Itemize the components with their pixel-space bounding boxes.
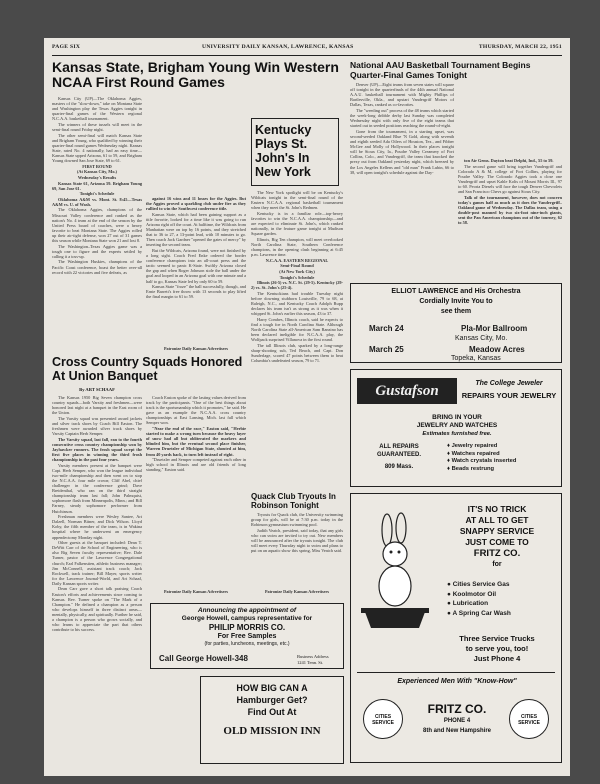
gustafson-est: Estimates furnished free. bbox=[422, 431, 492, 437]
howell-address bbox=[297, 654, 329, 665]
issue-date: THURSDAY, MARCH 22, 1951 bbox=[478, 44, 562, 50]
story2-p6: The tall Illinois club, sparked by a long-range sharp-shooting sub, Ted Beach, and Capt. Don Sunderlage, scored 47 points between them to beat Columbia's undefeated season, 79 to 71. bbox=[251, 342, 343, 363]
fritz-pitch bbox=[435, 504, 559, 570]
fritz-service-2: ● Koolmotor Oil bbox=[447, 590, 497, 598]
story1-col2 bbox=[146, 196, 246, 341]
story2-headline: Kentucky Plays St. John's In New York bbox=[255, 123, 312, 179]
fritz-line6: for bbox=[492, 561, 502, 568]
mission-line4: OLD MISSION INN bbox=[223, 725, 321, 737]
story2-headline-box bbox=[251, 118, 339, 186]
fritz-serve-line: to serve you, too! bbox=[465, 644, 529, 653]
story2-body bbox=[251, 190, 343, 485]
tonight-title: Tonight's Schedule bbox=[79, 191, 115, 197]
mission-line2: Hamburger Get? bbox=[236, 695, 308, 705]
fritz-trucks bbox=[435, 634, 559, 664]
gustafson-tag2: REPAIRS YOUR JEWELRY bbox=[461, 391, 557, 400]
story3-p6: Other guests at the banquet included: Dean T. DeWitt Carr of the School of Engineering, who is also Big Seven faculty representative; Rev. Dale Turner, pastor of the Lawrence Congregational church; Earl Falkenstien, athletic business manager; Jim McConnell, assistant track coach; Jack Rockwell, track trainer; Bill Mayer, sports writer for the Lawrence Journal-World, and Art Schaaf, Daily Kansan sports writer. bbox=[52, 540, 142, 586]
gustafson-bring: BRING IN YOUR bbox=[432, 414, 482, 421]
story1-p1: Kansas City (UP)—The Oklahoma Aggies, masters of the "slow-down," take on Montana State and Washington play the Texas Aggies tonight in quarter-final games of the Western regional N.C.A.A. basketball tournament. bbox=[52, 96, 142, 122]
sched-title: Tonight's Schedule bbox=[279, 274, 315, 280]
fritz-line3: SNAPPY SERVICE bbox=[459, 526, 535, 536]
gustafson-service-3: ♦ Watch crystals inserted bbox=[447, 458, 517, 464]
fritz-service-3: ● Lubrication bbox=[447, 600, 489, 607]
gustafson-service-2: ♦ Watches repaired bbox=[447, 450, 500, 457]
fritz-line2: AT ALL TO GET bbox=[465, 515, 529, 525]
howell-call: Call George Howell-348 bbox=[159, 654, 248, 663]
story1-col2-a: against 16 wins and 11 losses for the Aggies. But the Aggies proved a sparkling club under fire as they rallied to win the Southwest conference title. bbox=[146, 196, 246, 212]
story5-p2: The "weeding out" process of the 48 teams which started the week-long dribble derby last Sunday was completed Wednesday night with only five of the eight teams that started out in seeded positions reaching the round-of-eight. bbox=[350, 107, 454, 129]
story1-col2-c: But the Wildcats, Arizona found, were not finished by a long sight. Coach Fred Enke ordered the border conference champions into an all-court press and the tactic seemed to panic K-State. Swiftly Arizona closed the gap and when Roger Johnson stole the ball under the goal and looped in an Arizona goal with one minute and a half to go, Kansas State led by only 60 to 59. bbox=[146, 247, 246, 284]
lawrence-line2: Cordially Invite You to bbox=[419, 298, 493, 305]
howell-line1: Announcing the appointment of bbox=[197, 607, 297, 614]
story3-p1: The Kansas 1950 Big Seven champion cross country squads—both Varsity and freshmen—were honored last night at a banquet in the East room of the Union. bbox=[52, 395, 142, 416]
story3-q3: "Druetzler and Semper competed against each other in high school in Illinois and are old friends of long standing," Easton said. bbox=[146, 457, 246, 473]
cities-service-logo-right bbox=[509, 699, 549, 739]
cities-service-text-left: CITIES SERVICE bbox=[372, 714, 394, 726]
story3-p2: The Varsity squad was presented award jackets and silver track shoes by Coach Bill Easton. The freshmen were awarded silver track shoes by Varsity Captain Herb Semper. bbox=[52, 415, 142, 437]
newspaper-page bbox=[44, 38, 570, 776]
story1-p5: The Washington–Texas Aggies game was a tough one to figure and the experts settled by calling it a toss-up. bbox=[52, 243, 142, 259]
wed-results: Kansas State 61, Arizona 59. Brigham Young 69, San Jose 61. bbox=[52, 180, 142, 191]
howell-address-label: Business Address bbox=[297, 654, 329, 659]
story4-headline: Quack Club Tryouts In Robinson Tonight bbox=[251, 492, 336, 510]
page-number: PAGE SIX bbox=[52, 44, 81, 50]
story2-p5: Harry Combes, Illinois coach, said he expects to find a tough foe in North Carolina State. Although North Carolina State all-American Sam Ranzino has been declared ineligible for N.C.A.A. play, the Wolfpack surprised Villanova in the first round. bbox=[251, 316, 343, 343]
story5-p3: Gone from the tournament, in a starting upset, was second-seeded Oakland Blue 'N Gold, along with seventh and eighth seeded Ada Oilers of Houston, Tex., and Fibber McGee and Molly of Hollywood. In their places tonight will be Sioux City, Ia., Poudre Valley Creamery of Fort Collins, Colo., and Vandergriff, the team that knocked the prexy out from Oakland yesterday night, which breezed by the Los Angeles Kellens and "old man" Frank Lubin, 66 to 38, will open tonight's schedule against the Day- bbox=[350, 128, 454, 175]
story1-col1 bbox=[52, 96, 142, 341]
story5-headline: National AAU Basketball Tournament Begins Quarter-Final Games Tonight bbox=[350, 60, 531, 80]
story2-p4: The Kentuckians had trouble Tuesday night before downing stubborn Louisville, 79 to 68, at Raleigh, N.C., and Kentucky Coach Adolph Rupp declares his team isn't as strong as it was when it whipped St. John's earlier this season, 43 to 37. bbox=[251, 290, 343, 317]
ad-philip-morris bbox=[150, 603, 344, 669]
paper-name: UNIVERSITY DAILY KANSAN, LAWRENCE, KANSAS bbox=[202, 44, 354, 50]
fritz-services bbox=[447, 580, 511, 618]
gustafson-services bbox=[447, 443, 516, 473]
first-round-sub: (At Kansas City, Mo.) bbox=[77, 169, 117, 175]
howell-line2: George Howell, campus representative for bbox=[181, 615, 313, 622]
cities-service-logo-left bbox=[363, 699, 403, 739]
fritz-address: 8th and New Hampshire bbox=[422, 728, 491, 734]
story5-col1 bbox=[350, 82, 454, 277]
mission-line1: HOW BIG CAN A bbox=[236, 683, 308, 693]
rabbit-magician-icon bbox=[357, 512, 435, 632]
cities-service-text-right: CITIES SERVICE bbox=[518, 714, 540, 726]
fritz-experience: Experienced Men With "Know-How" bbox=[397, 678, 517, 685]
lawrence-city2: Topeka, Kansas bbox=[451, 355, 501, 362]
story4-p2: Judith Veatch, president, said today, that any girls who can swim are invited to try out. New members will be announced after the tryouts tonight. The club will meet every Thursday night to swim and plans to put on an aquatic show this spring, Miss Veatch said. bbox=[251, 527, 343, 554]
story1-ad-credit: Patronize Daily Kansan Advertisers bbox=[163, 346, 228, 351]
fritz-name: FRITZ CO. bbox=[427, 702, 487, 716]
gustafson-service-4: ♦ Beads restrung bbox=[447, 465, 495, 472]
semi-sub: (At New York City) bbox=[279, 268, 315, 274]
howell-address-street: 1241 Tenn. St. bbox=[297, 659, 324, 665]
story3-p7: Dean Carr gave a short talk praising Coach Easton's efforts and achievements since coming to Kansas. Rev. Turner spoke on "The Mark of a Champion." He defined a champion as a person who develops himself in three distinct areas—mentally, physically, and spiritually. Further he said, a champion is a person who grows socially, and who learns to appreciate the part that others contribute to his success. bbox=[52, 586, 142, 633]
ad-fritz-co bbox=[350, 493, 562, 763]
lawrence-line1: ELLIOT LAWRENCE and His Orchestra bbox=[391, 288, 521, 295]
gustafson-g1: ALL REPAIRS bbox=[379, 444, 419, 450]
tonight-schedule: Oklahoma A&M vs. Mont. St. 8:45—Texas A&M vs. U. of Wash. bbox=[52, 196, 142, 207]
lawrence-city1: Kansas City, Mo. bbox=[455, 335, 508, 342]
story5-p5: The second game will bring together Vandergriff and Colorado A & M, college of Fort Collins, playing for Poudre Valley. The Colorado Aggies took a close one Vandergriff and upset Kahle Kolts of Mount Morris Ill., 97 to 60. Peoria Diesels will face the tough Denver Chevrolets and San Francisco Chevs go against Sioux City. bbox=[458, 163, 562, 195]
story2-p1: The New York spotlight will be on Kentucky's Wildcats tonight in the semi-final round of the Eastern N.C.A.A. regional basketball tournament when they meet the St. John's Redmen. bbox=[251, 190, 343, 211]
story3-q2: "Near the end of the race," Easton said, "Herbie started to make a wrong turn because the heavy layer of snow had all but obliterated the markers and blinded him, but the eventual second place finisher, Warren Druetzler of Michigan State, shouted at him, from 40 yards back, to turn left instead of right. bbox=[146, 426, 246, 457]
story1-p2: The winners of these tussels will meet in the semi-final round Friday night. bbox=[52, 121, 142, 133]
first-round-title: FIRST ROUND bbox=[82, 163, 112, 169]
howell-line3: PHILIP MORRIS CO. bbox=[208, 623, 286, 632]
story2-sched: Illinois (26-5) vs. N.C. St. (29-5). Kentucky (29-2) vs. St. John's (25-4). bbox=[251, 280, 343, 291]
gustafson-items: JEWELRY AND WATCHES bbox=[416, 422, 498, 429]
story3-p3: The Varsity squad, last fall, ran to the fourth consecutive cross country championship won by Jayhawker runners. The frosh squad swept the first five places in winning the third frosh championship in the past four years. bbox=[52, 436, 142, 463]
fritz-phone: PHONE 4 bbox=[443, 718, 471, 724]
gustafson-g2: GUARANTEED. bbox=[376, 452, 421, 458]
story1-p4: The Oklahoma Aggies, champions of the Missouri Valley conference and ranked as the nation's No. 4 team at the end of the season by the United Press board of coaches, were a heavy favorite to beat Montana State. The Aggies rolled up their air-tight defense, won 27 out of 31 games this season while Montana State won 21 and lost 8. bbox=[52, 207, 142, 244]
gustafson-service-1: ♦ Jewelry repaired bbox=[447, 443, 498, 449]
fritz-line1: IT'S NO TRICK bbox=[467, 504, 527, 514]
story5-p4: ton Air Gems. Dayton beat Delphi, Ind., 55 to 59. bbox=[464, 158, 554, 163]
ncaa-title: N.C.A.A. EASTERN REGIONAL bbox=[265, 257, 329, 263]
lawrence-venue1: Pla-Mor Ballroom bbox=[461, 324, 528, 333]
fritz-service-1: ● Cities Service Gas bbox=[447, 581, 510, 588]
story1-col2-b: Kansas State, which had been gaining support as a title favorite, looked for a time like it was going to run Arizona right off the court. At halftime, the Wildcats from Manhattan were on top by 16 points, and they stretched that to 36 to 27, a 13-point lead, with 10 minutes to go. Then coach Jack Gardner "opened the gates of mercy" by inserting the second team. bbox=[146, 211, 246, 248]
story3-ad-credit: Patronize Daily Kansan Advertisers bbox=[163, 589, 228, 594]
story3-p5: Freshman members were Wesley Santee, Art Dalzell, Norman Bitner, and Dick Wilson. Lloyd Koby, the fifth member of the team, is in Wakina hospital where he underwent an emergency appendectomy Monday night. bbox=[52, 514, 142, 540]
story1-p6: The Washington Huskies, champions of the Pacific Coast conference, boast the better over-all record with 22 victories and five defeats, as bbox=[52, 259, 142, 275]
lawrence-date2: March 25 bbox=[369, 345, 404, 354]
story3-col1 bbox=[52, 395, 142, 770]
fritz-line4: JUST COME TO bbox=[465, 537, 529, 547]
fritz-trucks-line: Three Service Trucks bbox=[459, 634, 535, 643]
story5-p1: Denver (UP)—Eight teams from seven states will square off tonight in the quarterfinals of the 44th annual National A.A.U. basketball tournament with Mighty Phillips of Bartlesville, Okla., and upstart Vandergriff Motors of Dallas, Texas, ranked as co-favorites. bbox=[350, 82, 454, 108]
fritz-phone-line: Just Phone 4 bbox=[473, 654, 521, 663]
fritz-divider bbox=[357, 672, 555, 673]
howell-line4: For Free Samples bbox=[217, 633, 277, 640]
lawrence-date1: March 24 bbox=[369, 324, 404, 333]
gustafson-tag1: The College Jeweler bbox=[475, 380, 543, 387]
ad-gustafson bbox=[350, 369, 562, 487]
story4-ad-credit: Patronize Daily Kansan Advertisers bbox=[264, 589, 329, 594]
lawrence-line3: see them bbox=[440, 308, 472, 315]
masthead bbox=[52, 42, 562, 54]
gustafson-addr: 809 Mass. bbox=[384, 464, 414, 470]
story3-q1: Coach Easton spoke of the lasting values derived from track by the participants. "One of the best things about track is the sportsmanship which it promotes," he said. He gave as an example the N.C.A.A. cross country championships at East Lansing, Mich. last fall which Semper won. bbox=[146, 395, 246, 426]
story5-col2 bbox=[458, 158, 562, 278]
story5-p6: Talk of the tournament, however, does not concern today's games half as much as it does the Vandergriff–Oakland game of Wednesday. The Dallas team, using a double-post manned by two six-foot nine-inch giants, sent the Pan American champions out of the tourney, 62 to 58. bbox=[458, 194, 562, 226]
story1-p3: The other semi-final will match Kansas State and Brigham Young, who qualified by winning their quarter-final round games Wednesday night. Kansas State, rated No. 4 nationally, had an easy time—Kansas State upped Arizona, 61 to 59, and Brigham Young downed San Jose State, 69 to 61. bbox=[52, 132, 142, 164]
semi-title: Semi-Final Round bbox=[280, 263, 314, 269]
story3-byline: By ART SCHAAF bbox=[79, 387, 115, 392]
story4-body bbox=[251, 512, 343, 587]
story2-p2: Kentucky is in a familiar role—top-heavy favorites to win the N.C.A.A. championship—and are expected to eliminate St. John's, which ranked nationally, in the feature game tonight at Madison Square garden. bbox=[251, 210, 343, 237]
fritz-service-4: ● A Spring Car Wash bbox=[447, 609, 511, 617]
story3-p4: Varsity members present at the banquet were Capt. Herb Semper, who won the league individual two-mile championship and then went on to stop the N.C.A.A. four mile crown; Cliff Abel, chief challenger in the conference grind; Dave Breidenthal, who ran on the third straight championship team last fall; John Palmquist, sophomore flash from Minneapolis, Minn.; and Bill Farney, steady sophomore performer from Hutchinson. bbox=[52, 462, 142, 514]
lawrence-venue2: Meadow Acres bbox=[469, 345, 525, 354]
story4-p1: Tryouts for Quack club, the University swimming group for girls, will be at 7:30 p.m. today in the Robinson gymnasium swimming pool. bbox=[251, 512, 343, 528]
fritz-line5: FRITZ CO. bbox=[473, 548, 521, 559]
story1-headline: Kansas State, Brigham Young Win Western NCAA First Round Games bbox=[52, 59, 339, 90]
howell-line5: (for parties, luncheons, meetings, etc.) bbox=[204, 641, 290, 647]
story3-col2 bbox=[146, 395, 246, 585]
gustafson-logo: Gustafson bbox=[357, 378, 457, 404]
mission-line3: Find Out At bbox=[247, 707, 297, 717]
ad-elliot-lawrence bbox=[350, 283, 562, 363]
story2-p3: Illinois, Big Ten champion, will meet overlooked North Carolina State, Southern Conference champions, in the opening clash beginning at 6:45 p.m. Lawrence time. bbox=[251, 236, 343, 258]
wed-results-title: Wednesday's Results bbox=[77, 174, 117, 180]
story3-headline: Cross Country Squads Honored At Union Banquet bbox=[52, 355, 243, 383]
ad-old-mission-inn bbox=[200, 676, 344, 764]
masthead-rule bbox=[52, 55, 562, 56]
story1-col2-d: Kansas State "froze" the ball successfully, though, and Ernie Barrett's free throw with 13 seconds to play lifted the final margin to 61 to 59. bbox=[146, 284, 246, 300]
